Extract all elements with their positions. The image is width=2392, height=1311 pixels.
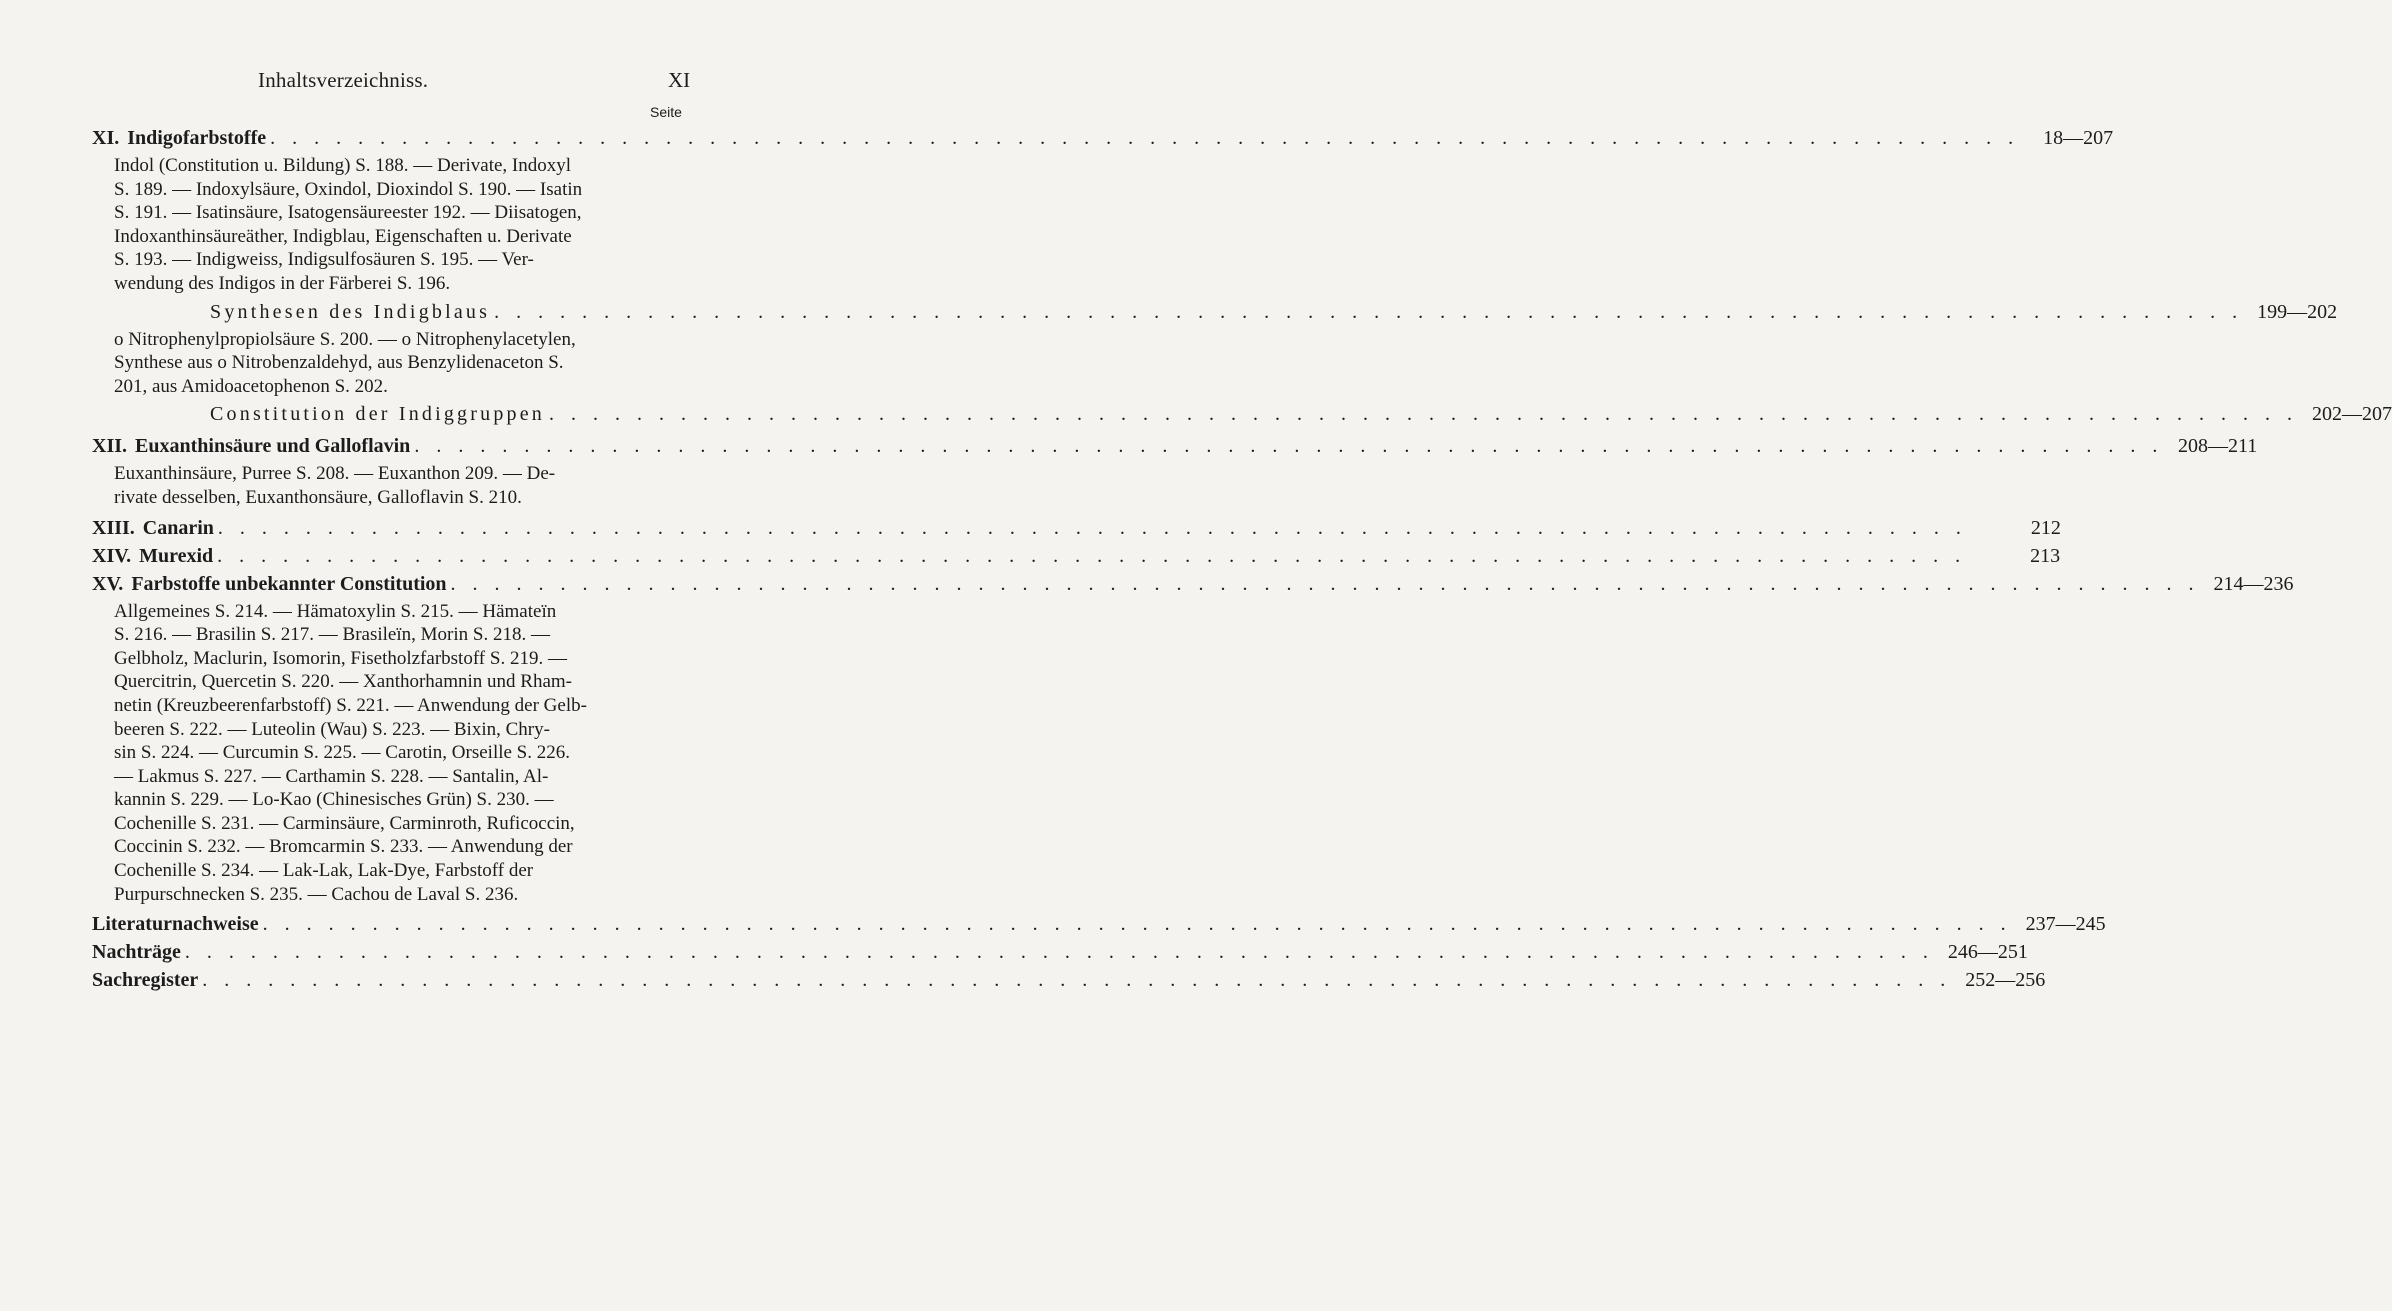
toc-entry-label: Constitution der Indiggruppen (210, 403, 545, 426)
leader-dots: . . . . . . . . . . . . . . . . . . . . . . . . . . . . . . . . . . . . . . . . . . . . . . . . . . . . . . . . . . . . . . . . . . . . . . . . . . . . . . . . (202, 969, 1952, 992)
toc-entry-description (114, 154, 674, 296)
toc-entry-pages: 237—245 (2025, 913, 2106, 936)
toc-entry[interactable] (92, 300, 2338, 324)
column-head-seite: Seite (650, 104, 682, 120)
toc-entry[interactable] (92, 516, 2061, 540)
leader-dots: . . . . . . . . . . . . . . . . . . . . . . . . . . . . . . . . . . . . . . . . . . . . . . . . . . . . . . . . . . . . . . . . . . . . . . . . . . . . . . . . (549, 403, 2298, 426)
toc-entry-pages: 213 (2030, 544, 2061, 567)
toc-entry-label: Murexid (139, 544, 214, 567)
leader-dots: . . . . . . . . . . . . . . . . . . . . . . . . . . . . . . . . . . . . . . . . . . . . . . . . . . . . . . . . . . . . . . . . . . . . . . . . . . . . . . . . (494, 300, 2244, 323)
leader-dots: . . . . . . . . . . . . . . . . . . . . . . . . . . . . . . . . . . . . . . . . . . . . . . . . . . . . . . . . . . . . . . . . . . . . . . . . . . . . . . . . (217, 544, 1967, 567)
toc-entry[interactable] (92, 402, 2392, 426)
toc-entry-pages: 18—207 (2043, 127, 2114, 149)
table-of-contents (92, 126, 2392, 996)
toc-entry[interactable] (92, 572, 2294, 596)
toc-entry-description (114, 328, 674, 399)
leader-dots: . . . . . . . . . . . . . . . . . . . . . . . . . . . . . . . . . . . . . . . . . . . . . . . . . . . . . . . . . . . . . . . . . . . . . . . . . . . . . . . . (262, 913, 2012, 936)
toc-entry-number: XV. (92, 572, 124, 595)
toc-entry-pages: 199—202 (2257, 300, 2338, 323)
running-head: Inhaltsverzeichniss. (258, 68, 429, 92)
description-line: — Lakmus S. 227. — Carthamin S. 228. — Santalin, Al- (114, 765, 549, 787)
toc-entry-number: XI. (92, 127, 120, 149)
toc-entry-number: XII. (92, 435, 128, 458)
toc-entry-label: Nachträge (92, 941, 181, 964)
toc-entry-label: Euxanthinsäure und Galloflavin (135, 435, 411, 458)
toc-entry[interactable] (92, 968, 2046, 992)
leader-dots: . . . . . . . . . . . . . . . . . . . . . . . . . . . . . . . . . . . . . . . . . . . . . . . . . . . . . . . . . . . . . . . . . . . . . . . . . . . . . . . . (450, 572, 2200, 595)
description-line: Purpurschnecken S. 235. — Cachou de Laval S. 236. (114, 883, 519, 905)
page-number: XI (668, 68, 691, 92)
toc-entry-title (92, 126, 266, 150)
description-line: 201, aus Amidoacetophenon S. 202. (114, 375, 388, 397)
description-line: Cochenille S. 234. — Lak-Lak, Lak-Dye, Farbstoff der (114, 860, 534, 882)
toc-entry-label: Synthesen des Indigblaus (210, 300, 491, 323)
description-line: Cochenille S. 231. — Carminsäure, Carminroth, Ruficoccin, (114, 812, 575, 834)
toc-entry-title (92, 912, 259, 936)
toc-entry-label: Indigofarbstoffe (127, 127, 267, 149)
toc-entry-number: XIV. (92, 544, 132, 567)
leader-dots: . . . . . . . . . . . . . . . . . . . . . . . . . . . . . . . . . . . . . . . . . . . . . . . . . . . . . . . . . . . . . . . . . . . . . . . . . . . . . . . . (184, 941, 1934, 964)
toc-entry-pages: 202—207 (2312, 403, 2392, 426)
description-line: S. 191. — Isatinsäure, Isatogensäureester 192. — Diisatogen, (114, 202, 582, 224)
toc-entry-title (92, 940, 181, 964)
leader-dots: . . . . . . . . . . . . . . . . . . . . . . . . . . . . . . . . . . . . . . . . . . . . . . . . . . . . . . . . . . . . . . . . . . . . . . . . . . . . . . . . (270, 127, 2020, 149)
description-line: Synthese aus o Nitrobenzaldehyd, aus Benzylidenaceton S. (114, 352, 564, 374)
toc-entry-title (92, 968, 198, 992)
description-line: beeren S. 222. — Luteolin (Wau) S. 223. — Bixin, Chry- (114, 718, 550, 740)
leader-dots: . . . . . . . . . . . . . . . . . . . . . . . . . . . . . . . . . . . . . . . . . . . . . . . . . . . . . . . . . . . . . . . . . . . . . . . . . . . . . . . . (414, 435, 2164, 458)
toc-entry-pages: 246—251 (1947, 941, 2028, 964)
description-line: kannin S. 229. — Lo-Kao (Chinesisches Grün) S. 230. — (114, 789, 554, 811)
toc-entry-title (92, 572, 447, 596)
toc-entry[interactable] (92, 544, 2061, 568)
description-line: wendung des Indigos in der Färberei S. 196. (114, 272, 451, 294)
toc-entry-title (210, 300, 490, 324)
toc-entry-label: Farbstoffe unbekannter Constitution (131, 572, 447, 595)
description-line: Quercitrin, Quercetin S. 220. — Xanthorhamnin und Rham- (114, 671, 573, 693)
toc-entry-description (114, 600, 674, 907)
toc-entry-pages: 212 (2030, 516, 2061, 539)
leader-dots: . . . . . . . . . . . . . . . . . . . . . . . . . . . . . . . . . . . . . . . . . . . . . . . . . . . . . . . . . . . . . . . . . . . . . . . . . . . . . . . . (217, 516, 1967, 539)
toc-entry-title (92, 434, 410, 458)
toc-entry[interactable] (92, 940, 2028, 964)
toc-entry[interactable] (92, 912, 2106, 936)
toc-entry[interactable] (92, 434, 2258, 458)
toc-entry-title (210, 402, 545, 426)
toc-entry-pages: 208—211 (2178, 435, 2258, 458)
description-line: S. 216. — Brasilin S. 217. — Brasileïn, Morin S. 218. — (114, 624, 550, 646)
description-line: Gelbholz, Maclurin, Isomorin, Fisetholzfarbstoff S. 219. — (114, 647, 567, 669)
description-line: Allgemeines S. 214. — Hämatoxylin S. 215. — Hämateïn (114, 600, 557, 622)
toc-entry[interactable] (92, 126, 2114, 150)
toc-entry-pages: 252—256 (1965, 969, 2046, 992)
toc-entry-title (92, 516, 214, 540)
description-line: Indol (Constitution u. Bildung) S. 188. — Derivate, Indoxyl (114, 155, 572, 176)
description-line: rivate desselben, Euxanthonsäure, Galloflavin S. 210. (114, 486, 522, 508)
toc-entry-label: Literaturnachweise (92, 913, 259, 936)
description-line: Euxanthinsäure, Purree S. 208. — Euxanthon 209. — De- (114, 463, 556, 485)
toc-entry-label: Sachregister (92, 969, 199, 992)
description-line: Indoxanthinsäureäther, Indigblau, Eigenschaften u. Derivate (114, 225, 572, 247)
description-line: Coccinin S. 232. — Bromcarmin S. 233. — Anwendung der (114, 836, 573, 858)
description-line: S. 193. — Indigweiss, Indigsulfosäuren S. 195. — Ver- (114, 249, 534, 271)
description-line: netin (Kreuzbeerenfarbstoff) S. 221. — Anwendung der Gelb- (114, 694, 587, 716)
toc-entry-pages: 214—236 (2213, 572, 2294, 595)
toc-entry-number: XIII. (92, 516, 135, 539)
toc-entry-title (92, 544, 213, 568)
description-line: S. 189. — Indoxylsäure, Oxindol, Dioxindol S. 190. — Isatin (114, 178, 583, 200)
description-line: sin S. 224. — Curcumin S. 225. — Carotin, Orseille S. 226. (114, 742, 570, 764)
toc-entry-label: Canarin (142, 516, 214, 539)
description-line: o Nitrophenylpropiolsäure S. 200. — o Nitrophenylacetylen, (114, 328, 576, 350)
toc-entry-description (114, 462, 674, 509)
